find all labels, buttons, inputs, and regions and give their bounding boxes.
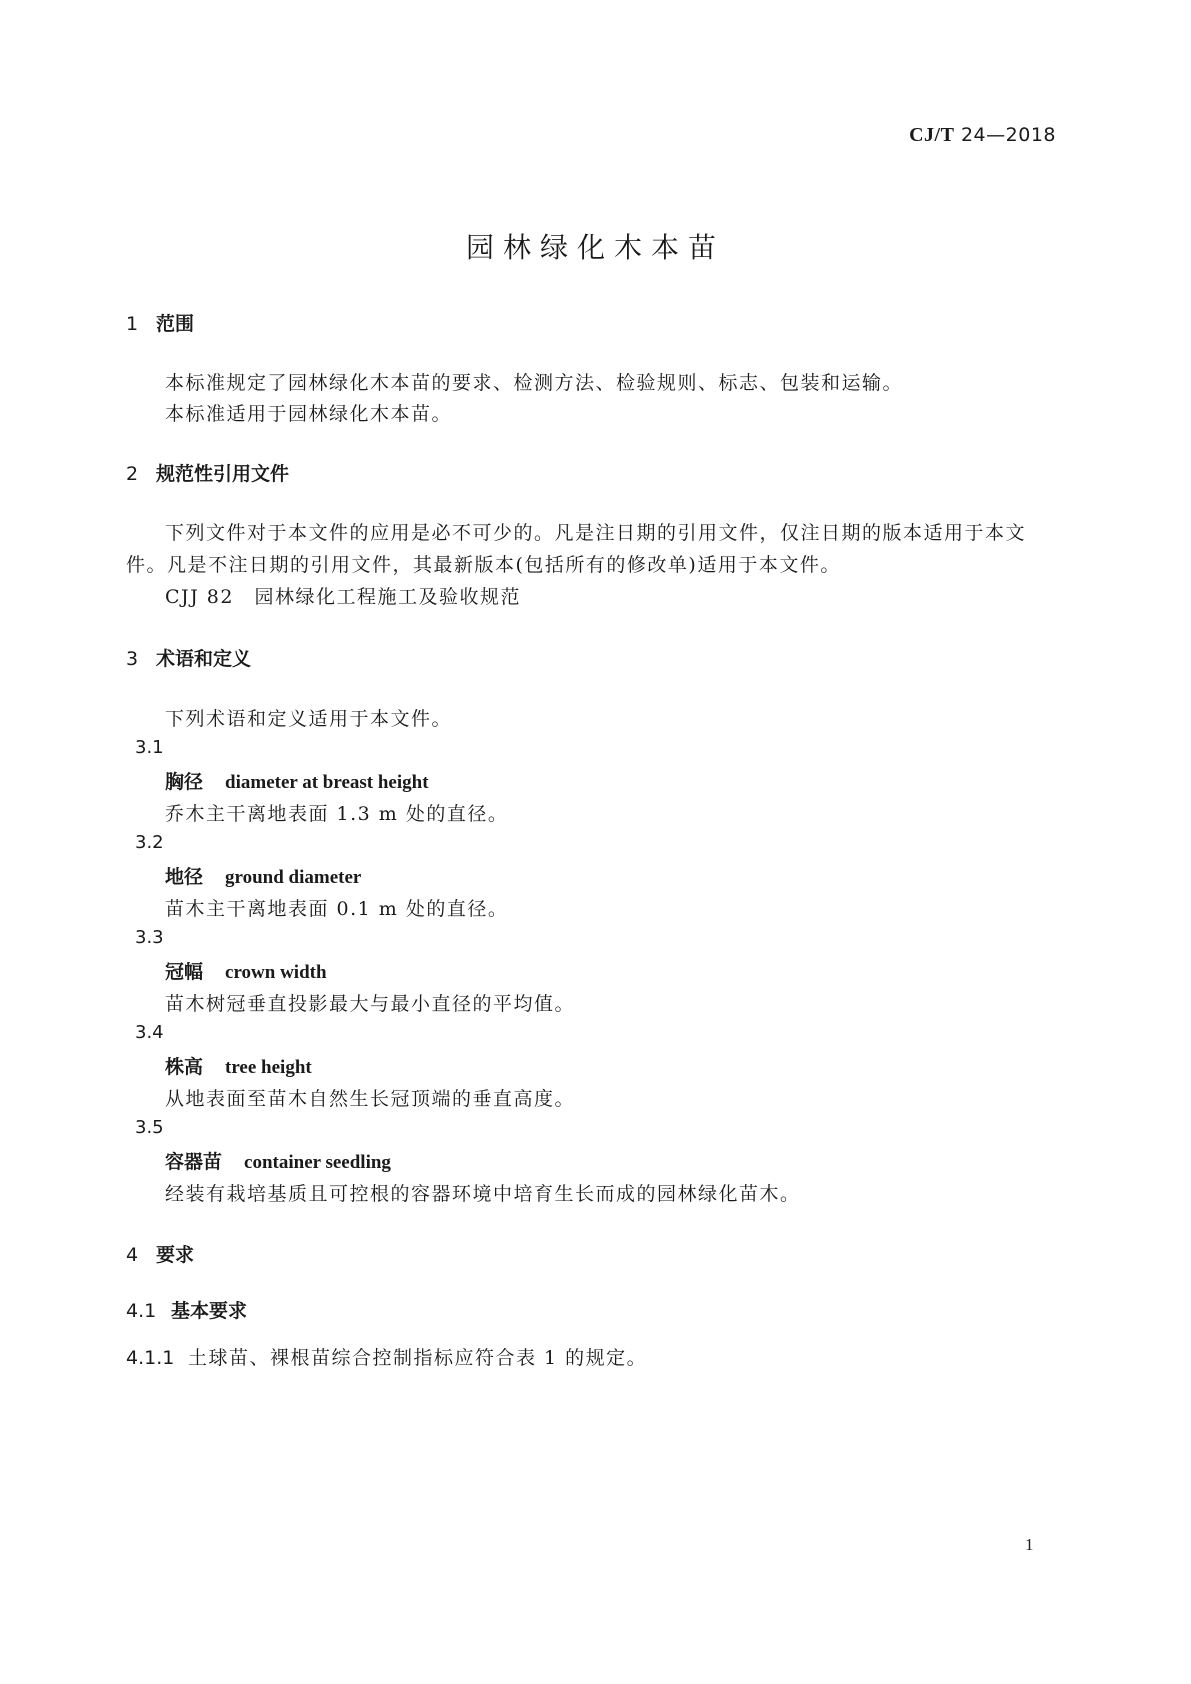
- section-1-heading: 1 范围: [126, 313, 195, 335]
- term-number: 3.3: [135, 927, 164, 948]
- section-4-1-heading: 4.1 基本要求: [126, 1300, 248, 1322]
- term-definition: 苗木主干离地表面 0.1 m 处的直径。: [165, 898, 509, 920]
- term-heading: 冠幅 crown width: [165, 961, 327, 983]
- term-definition: 从地表面至苗木自然生长冠顶端的垂直高度。: [165, 1088, 576, 1110]
- section-2-paragraph-line-1: 下列文件对于本文件的应用是必不可少的。凡是注日期的引用文件，仅注日期的版本适用于本文: [165, 522, 1027, 544]
- term-heading: 胸径 diameter at breast height: [165, 771, 429, 793]
- section-3-heading: 3 术语和定义: [126, 648, 252, 670]
- normative-reference: CJJ 82 园林绿化工程施工及验收规范: [165, 586, 521, 608]
- term-number: 3.2: [135, 832, 164, 853]
- page-number: 1: [1025, 1535, 1034, 1554]
- term-number: 3.4: [135, 1022, 164, 1043]
- section-2-paragraph-line-2: 件。凡是不注日期的引用文件，其最新版本(包括所有的修改单)适用于本文件。: [126, 554, 841, 576]
- standard-code: CJ/T 24—2018: [909, 124, 1056, 146]
- section-4-1-1: 4.1.1 土球苗、裸根苗综合控制指标应符合表 1 的规定。: [126, 1347, 648, 1369]
- term-heading: 地径 ground diameter: [165, 866, 362, 888]
- term-number: 3.5: [135, 1117, 164, 1138]
- term-definition: 苗木树冠垂直投影最大与最小直径的平均值。: [165, 993, 576, 1015]
- term-definition: 乔木主干离地表面 1.3 m 处的直径。: [165, 803, 509, 825]
- section-1-paragraph-1: 本标准规定了园林绿化木本苗的要求、检测方法、检验规则、标志、包装和运输。: [165, 372, 904, 394]
- term-definition: 经装有栽培基质且可控根的容器环境中培育生长而成的园林绿化苗木。: [165, 1183, 801, 1205]
- term-heading: 容器苗 container seedling: [165, 1151, 391, 1173]
- section-1-paragraph-2: 本标准适用于园林绿化木本苗。: [165, 403, 453, 425]
- term-number: 3.1: [135, 737, 164, 758]
- section-3-intro: 下列术语和定义适用于本文件。: [165, 708, 453, 730]
- section-4-heading: 4 要求: [126, 1244, 195, 1266]
- section-2-heading: 2 规范性引用文件: [126, 463, 290, 485]
- document-title: 园林绿化木本苗: [465, 231, 725, 264]
- term-heading: 株高 tree height: [165, 1056, 312, 1078]
